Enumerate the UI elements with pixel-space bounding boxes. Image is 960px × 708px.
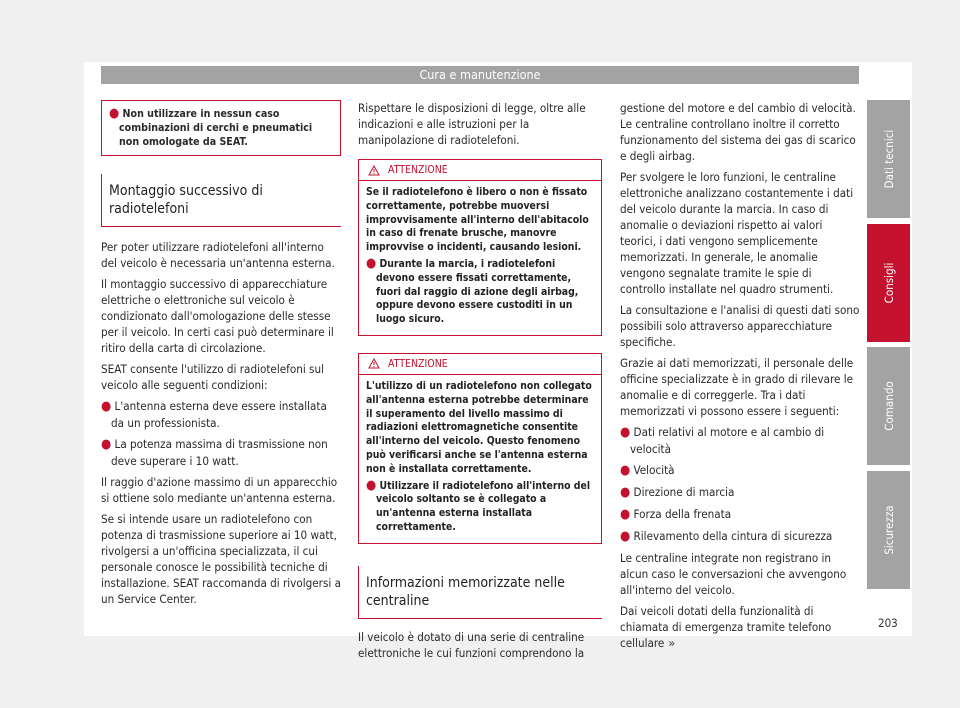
list-item: ● Dati relativi al motore e al cambio di velocità <box>620 425 825 456</box>
column-3 <box>620 100 860 656</box>
bullet-dot-icon: ● <box>101 437 112 452</box>
column-1 <box>101 100 341 612</box>
list-item: ● Rilevamento della cintura di sicurezza <box>620 529 833 544</box>
paragraph: gestione del motore e del cambio di velocità. Le centraline controllano inoltre il corretto funzionamento del sistema dei gas di scarico e degli airbag. <box>620 101 856 163</box>
tab-comando[interactable]: Comando <box>867 347 910 465</box>
column-2 <box>358 100 602 666</box>
paragraph: SEAT consente l'utilizzo di radiotelefoni sul veicolo alle seguenti condizioni: <box>101 362 324 392</box>
warning-bullet: ● Utilizzare il radiotelefono all'interno del veicolo soltanto se è collegato a un'antenna esterna installata correttamente. <box>366 477 591 533</box>
list-item: ● Velocità <box>620 463 675 478</box>
warning-triangle-icon <box>368 165 380 176</box>
bullet-dot-icon: ● <box>366 477 377 493</box>
continue-arrow-icon: » <box>668 636 676 650</box>
warning-header: ATTENZIONE <box>359 354 601 375</box>
running-header: Cura e manutenzione <box>101 66 859 84</box>
paragraph: Le centraline integrate non registrano in alcun caso le conversazioni che avvengono all'interno del veicolo. <box>620 551 847 597</box>
bullet-dot-icon: ● <box>620 425 631 440</box>
section-heading-centraline: Informazioni memorizzate nelle centraline <box>358 566 602 619</box>
warning-bullet: ● Durante la marcia, i radiotelefoni devono essere fissati correttamente, fuori dal raggio di azione degli airbag, oppure devono essere custoditi in un luogo sicuro. <box>366 255 579 326</box>
warning-box-2 <box>358 353 602 544</box>
paragraph: Per poter utilizzare radiotelefoni all'interno del veicolo è necessaria un'antenna esterna. <box>101 240 335 270</box>
paragraph: Rispettare le disposizioni di legge, oltre alle indicazioni e alle istruzioni per la manipolazione di radiotelefoni. <box>358 101 586 147</box>
bullet-dot-icon: ● <box>101 399 112 414</box>
list-item: ● Direzione di marcia <box>620 485 735 500</box>
warning-header: ATTENZIONE <box>359 160 601 181</box>
list-item: ● La potenza massima di trasmissione non deve superare i 10 watt. <box>101 437 328 468</box>
warning-triangle-icon <box>368 358 380 369</box>
warning-text: Se il radiotelefono è libero o non è fissato correttamente, potrebbe muoversi improvvisamente all'interno dell'abitacolo in caso di frenate brusche, manovre improvvise o incidenti, causando lesioni. <box>366 186 589 254</box>
warning-text: L'utilizzo di un radiotelefono non collegato all'antenna esterna potrebbe determinare il superamento del livello massimo di radiazioni elettromagnetiche consentite all'interno del veicolo. Questo fenomeno può verificarsi anche se l'antenna esterna non è installata correttamente. <box>366 379 592 475</box>
bullet-dot-icon: ● <box>620 463 631 478</box>
paragraph: Grazie ai dati memorizzati, il personale delle officine specializzate è in grado di rilevare le anomalie e di correggerle. Tra i dati memorizzati vi possono essere i seguenti: <box>620 356 854 418</box>
bullet-dot-icon: ● <box>366 255 377 271</box>
bullet-dot-icon: ● <box>109 106 120 121</box>
tab-dati-tecnici[interactable]: Dati tecnici <box>867 100 910 218</box>
warning-continuation-box: ● Non utilizzare in nessun caso combinazioni di cerchi e pneumatici non omologate da SEAT. <box>101 100 341 156</box>
paragraph: Il raggio d'azione massimo di un apparecchio si ottiene solo mediante un'antenna esterna. <box>101 475 338 505</box>
warning-box-1 <box>358 159 602 336</box>
paragraph: Il veicolo è dotato di una serie di centraline elettroniche le cui funzioni comprendono la <box>358 629 585 660</box>
paragraph: Il montaggio successivo di apparecchiature elettriche o elettroniche sul veicolo è condizionato dall'omologazione delle stesse per il veicolo. In certi casi può determinare il ritiro della carta di circolazione. <box>101 277 334 355</box>
section-heading-radiotelefoni: Montaggio successivo di radiotelefoni <box>101 174 341 227</box>
list-item: ● Forza della frenata <box>620 507 732 522</box>
tab-consigli[interactable]: Consigli <box>867 224 910 342</box>
tab-sicurezza[interactable]: Sicurezza <box>867 471 910 589</box>
paragraph: La consultazione e l'analisi di questi dati sono possibili solo attraverso apparecchiature specifiche. <box>620 303 860 349</box>
bullet-dot-icon: ● <box>620 485 631 500</box>
page-number: 203 <box>878 616 898 630</box>
bullet-dot-icon: ● <box>620 529 631 544</box>
bullet-dot-icon: ● <box>620 507 631 522</box>
paragraph: Dai veicoli dotati della funzionalità di chiamata di emergenza tramite telefono cellulare » <box>620 604 832 650</box>
paragraph: Per svolgere le loro funzioni, le centraline elettroniche analizzano costantemente i dati del veicolo durante la marcia. In caso di anomalie o deviazioni rispetto ai valori teorici, i dati vengono semplicemente memorizzati. In generale, le anomalie vengono segnalate tramite le spie di controllo installate nel quadro strumenti. <box>620 170 854 296</box>
list-item: ● L'antenna esterna deve essere installata da un professionista. <box>101 399 327 430</box>
paragraph: Se si intende usare un radiotelefono con potenza di trasmissione superiore ai 10 watt, rivolgersi a un'officina specializzata, il cui personale conosce le possibilità tecniche di installazione. SEAT raccomanda di rivolgersi a un Service Center. <box>101 512 341 606</box>
